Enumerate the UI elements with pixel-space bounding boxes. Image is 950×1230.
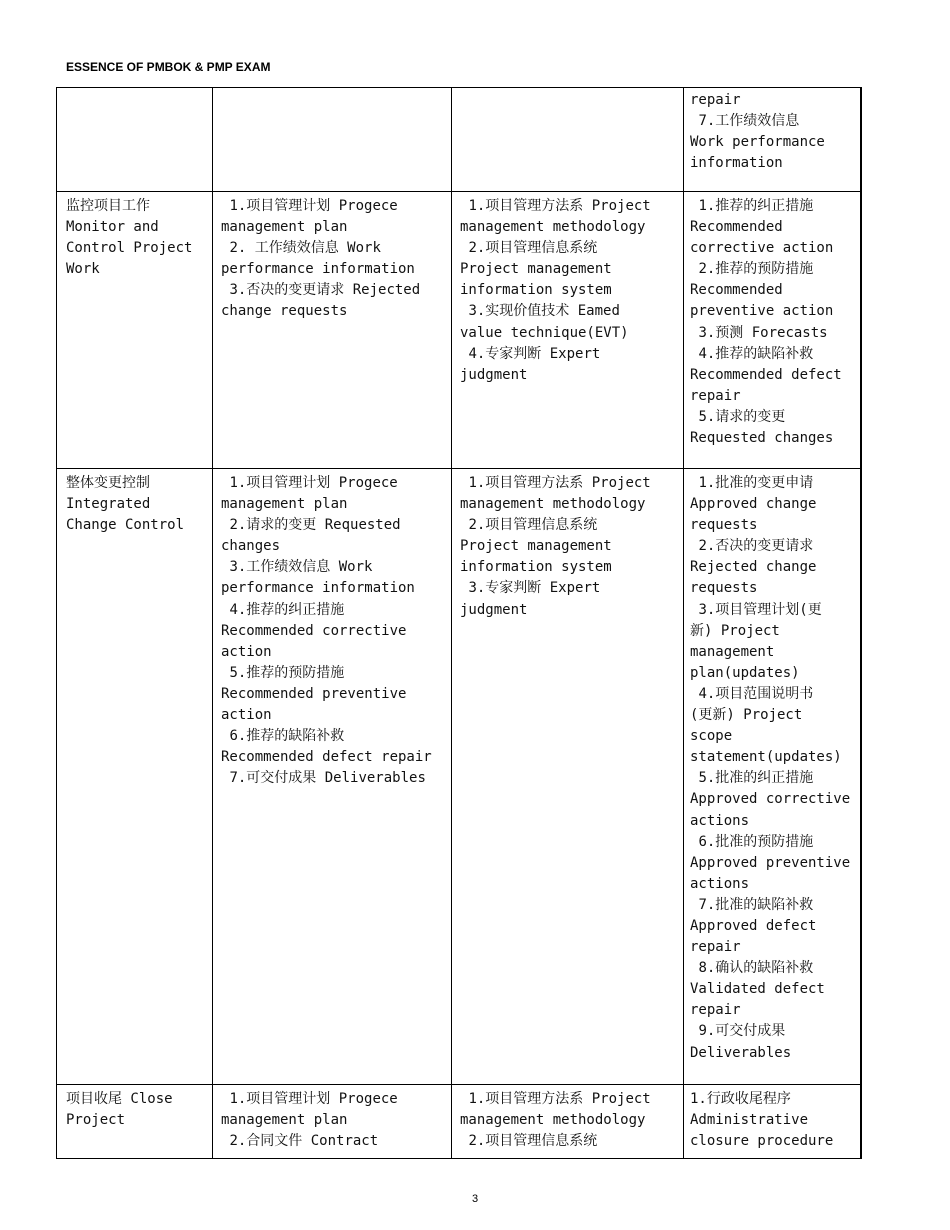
process-cell: 监控项目工作 Monitor and Control Project Work <box>57 192 213 469</box>
outputs-cell: repair 7.工作绩效信息 Work performance information <box>684 88 861 192</box>
table-row <box>57 192 861 469</box>
tools-cell: 1.项目管理方法系 Project management methodology 2.项目管理信息系统 Project management information system 3.专家判断 Expert judgment <box>452 469 684 1085</box>
outputs-cell: 1.批准的变更申请 Approved change requests 2.否决的变更请求 Rejected change requests 3.项目管理计划(更 新) Project management plan(updates) 4.项目范围说明书 (更新) Project scope statement(updates) 5.批准的纠正措施 Approved corrective actions 6.批准的预防措施 Approved preventive actions 7.批准的缺陷补救 Approved defect repair 8.确认的缺陷补救 Validated defect repair 9.可交付成果 Deliverables <box>684 469 861 1085</box>
inputs-cell: 1.项目管理计划 Progece management plan 2. 工作绩效信息 Work performance information 3.否决的变更请求 Rejected change requests <box>213 192 452 469</box>
inputs-cell <box>213 88 452 192</box>
process-cell <box>57 88 213 192</box>
page-number: 3 <box>471 1193 479 1205</box>
process-cell: 项目收尾 Close Project <box>57 1085 213 1159</box>
tools-cell: 1.项目管理方法系 Project management methodology 2.项目管理信息系统 <box>452 1085 684 1159</box>
tools-cell <box>452 88 684 192</box>
outputs-cell: 1.推荐的纠正措施 Recommended corrective action 2.推荐的预防措施 Recommended preventive action 3.预测 Forecasts 4.推荐的缺陷补救 Recommended defect repair 5.请求的变更 Requested changes <box>684 192 861 469</box>
inputs-cell: 1.项目管理计划 Progece management plan 2.请求的变更 Requested changes 3.工作绩效信息 Work performance information 4.推荐的纠正措施 Recommended corrective action 5.推荐的预防措施 Recommended preventive action 6.推荐的缺陷补救 Recommended defect repair 7.可交付成果 Deliverables <box>213 469 452 1085</box>
outputs-cell: 1.行政收尾程序 Administrative closure procedure <box>684 1085 861 1159</box>
table-row <box>57 1085 861 1159</box>
table-row <box>57 469 861 1085</box>
tools-cell: 1.项目管理方法系 Project management methodology 2.项目管理信息系统 Project management information system 3.实现价值技术 Eamed value technique(EVT) 4.专家判断 Expert judgment <box>452 192 684 469</box>
inputs-cell: 1.项目管理计划 Progece management plan 2.合同文件 Contract <box>213 1085 452 1159</box>
process-cell: 整体变更控制 Integrated Change Control <box>57 469 213 1085</box>
table-row <box>57 88 861 192</box>
process-table <box>56 87 862 1159</box>
document-header: ESSENCE OF PMBOK & PMP EXAM <box>66 60 271 74</box>
